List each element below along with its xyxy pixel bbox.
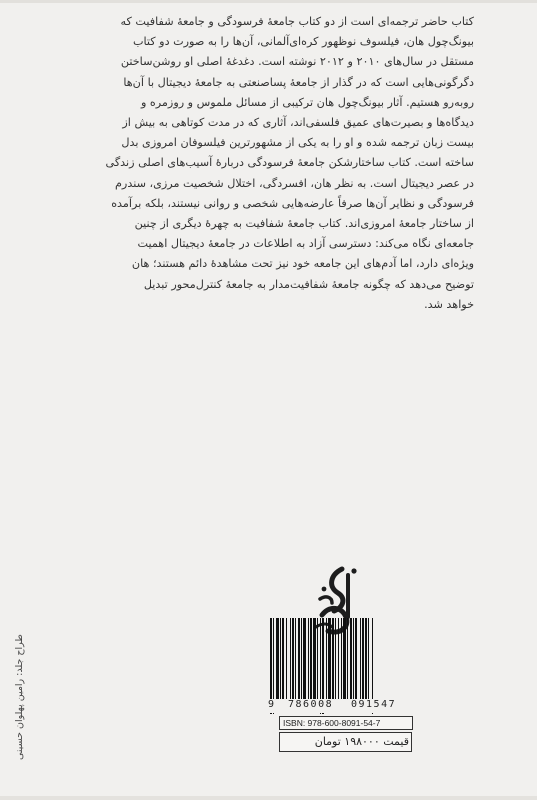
- blurb-line: بیست زبان ترجمه شده و او را به یکی از مشهورترین فیلسوفان امروزی بدل: [121, 136, 474, 150]
- barcode-bar: [317, 618, 318, 700]
- barcode-bar: [290, 618, 291, 700]
- barcode-bar: [292, 618, 294, 700]
- ean-group-2: 091547: [351, 699, 397, 710]
- blurb-line: فرسودگی و نظایر آن‌ها صرفاً عارضه‌هایی شخصی و روانی نیستند، بلکه برآمده: [111, 196, 474, 210]
- ean-digits: [266, 699, 411, 713]
- blurb-line: ساخته است. کتاب ساختارشکن جامعهٔ فرسودگی دربارهٔ آسیب‌های اصلی زندگی: [105, 156, 474, 170]
- blurb-line: در عصر دیجیتال است. به نظر هان، افسردگی، اختلال شخصیت مرزی، سندرم: [115, 176, 474, 190]
- barcode-bar: [326, 618, 327, 700]
- blurb-line: جامعه‌ای نگاه می‌کند: دسترسی آزاد به اطلاعات در جامعهٔ دیجیتال اهمیت: [137, 237, 474, 251]
- barcode-bar: [362, 618, 364, 700]
- bottom-edge: [0, 796, 537, 800]
- barcode-bar: [280, 618, 281, 700]
- blurb-line: مستقل در سال‌های ۲۰۱۰ و ۲۰۱۲ نوشته است. دغدغهٔ اصلی او روشن‌ساختن: [120, 55, 474, 69]
- blurb-line: بیونگ‌چول هان، فیلسوف نوظهور کره‌ای‌آلمانی، آن‌ها را به صورت دو کتاب: [132, 35, 474, 49]
- barcode-bar: [295, 618, 296, 700]
- barcode-bar: [282, 618, 284, 700]
- barcode-bar: [286, 618, 287, 700]
- blurb-line: توضیح می‌دهد که چگونه جامعهٔ شفافیت‌مدار به جامعهٔ کنترل‌محور تبدیل: [143, 277, 474, 291]
- barcode-bar: [328, 618, 331, 700]
- barcode-bar: [301, 618, 302, 700]
- blurb-line: کتاب حاضر ترجمه‌ای است از دو کتاب جامعهٔ فرسودگی و جامعهٔ شفافیت که: [120, 15, 474, 28]
- cover-designer-credit: طراح جلد: رامین پهلوان حسینی: [14, 634, 25, 760]
- barcode-bar: [355, 618, 357, 700]
- blurb-line: از ساختار جامعهٔ امروزی‌اند. کتاب جامعهٔ شفافیت به چهرهٔ دیگری از چنین: [134, 217, 474, 231]
- barcode-bar: [368, 618, 369, 700]
- blurb-line: ویژه‌ای دارد، اما آدم‌های این جامعه خود نیز تحت مشاهدهٔ دائم هستند؛ هان: [131, 257, 474, 271]
- ean-group-1: 786008: [288, 699, 334, 710]
- barcode-bar: [310, 618, 312, 700]
- barcode-bar: [341, 618, 342, 700]
- barcode-bar: [303, 618, 306, 700]
- barcode-bar: [332, 618, 334, 700]
- blurb-line: دگرگونی‌هایی است که در گذار از جامعهٔ پساصنعتی به جامعهٔ دیجیتال با آن‌ها: [123, 75, 474, 89]
- barcode-bar: [308, 618, 309, 700]
- barcode-bar: [298, 618, 300, 700]
- barcode-bar: [360, 618, 361, 700]
- blurb-line: دیدگاه‌ها و بصیرت‌های عمیق فلسفی‌اند، آثاری که در مدت کوتاهی به بیش از: [122, 116, 474, 130]
- barcode-bar: [276, 618, 279, 700]
- top-edge: [0, 0, 537, 3]
- blurb-line: خواهد شد.: [424, 297, 474, 311]
- barcode-bar: [353, 618, 354, 700]
- blurb-line: روبه‌رو هستیم. آثار بیونگ‌چول هان ترکیبی از مسائل ملموس و روزمره و: [140, 95, 474, 109]
- barcode-bar: [343, 618, 346, 700]
- back-cover-blurb: [62, 12, 474, 315]
- barcode-bar: [350, 618, 352, 700]
- barcode-bar: [335, 618, 336, 700]
- barcode-bar: [338, 618, 339, 700]
- barcode-bar: [313, 618, 316, 700]
- barcode-bar: [347, 618, 348, 700]
- price-label: قیمت ۱۹۸۰۰۰ تومان: [279, 732, 412, 752]
- barcode-bar: [365, 618, 367, 700]
- ean-lead-digit: 9: [268, 699, 275, 710]
- isbn-label: ISBN: 978-600-8091-54-7: [279, 716, 413, 730]
